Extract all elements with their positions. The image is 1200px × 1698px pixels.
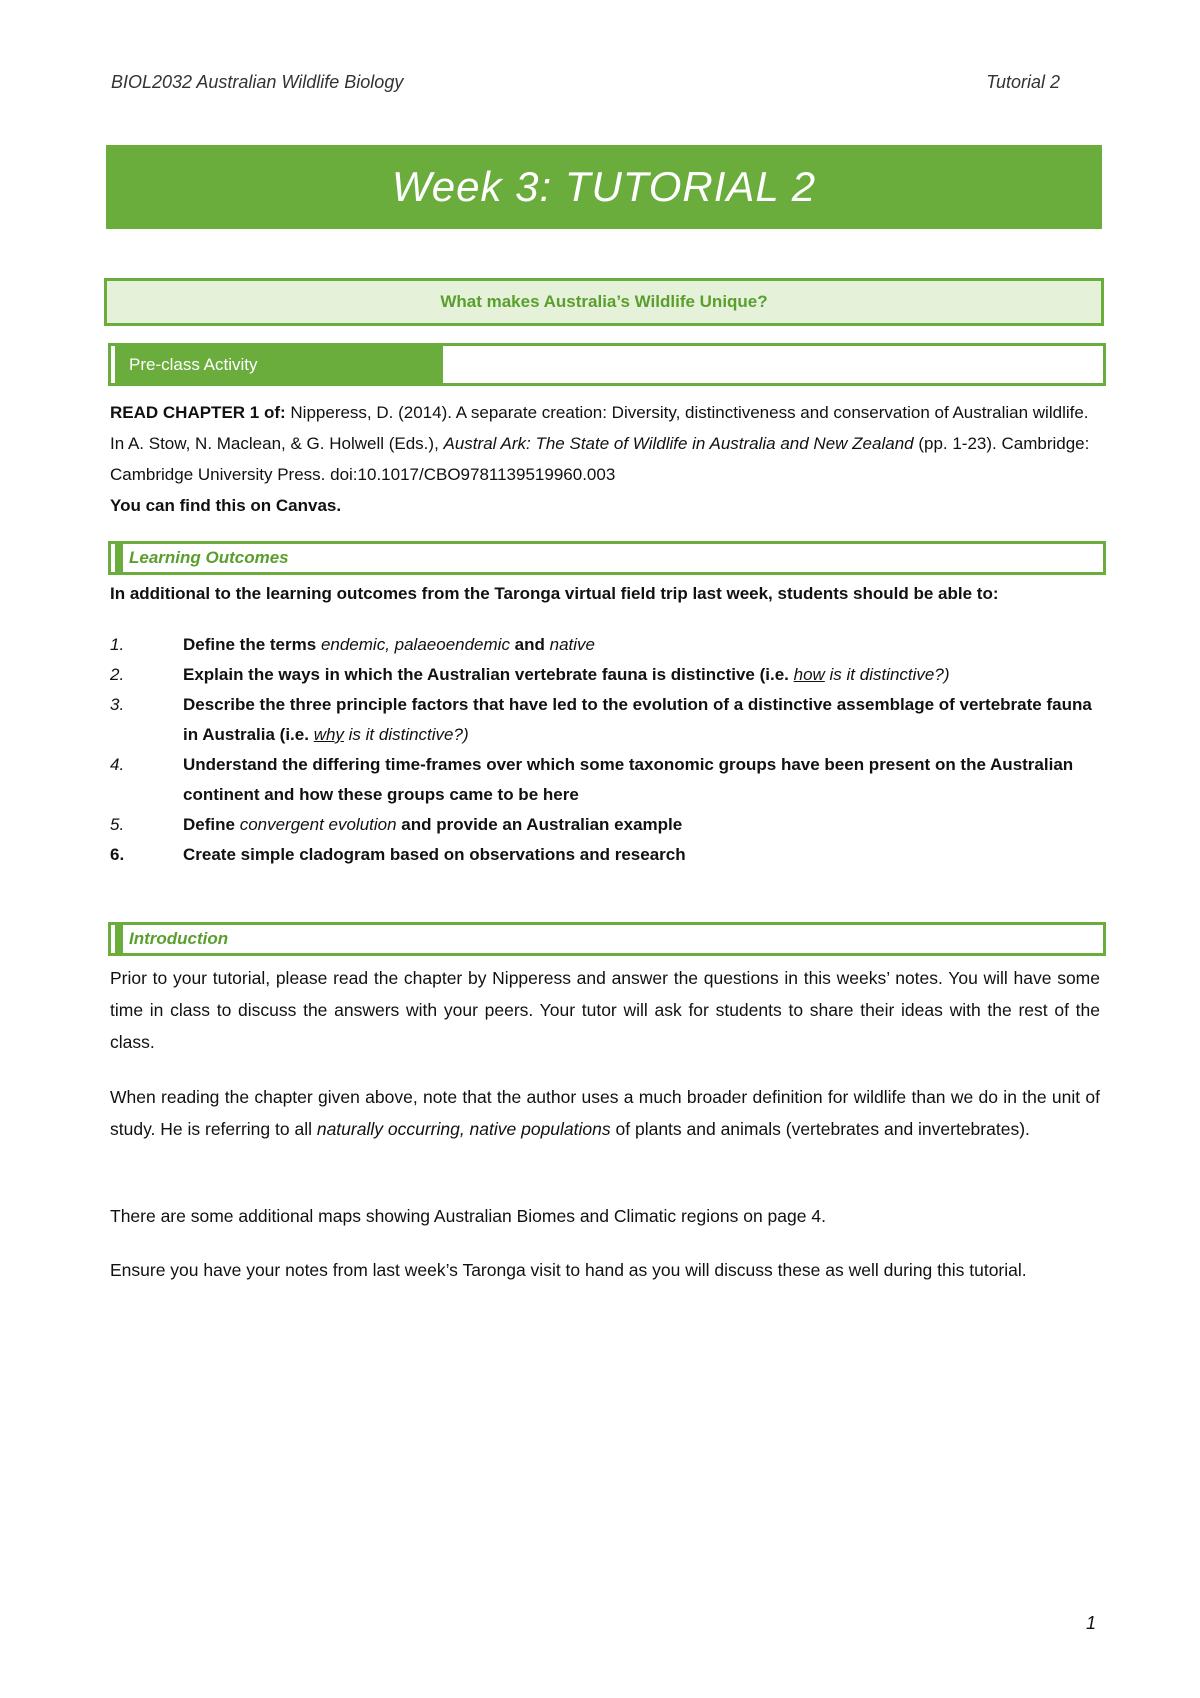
- page-number: 1: [1085, 1613, 1096, 1633]
- intro-paragraph-2: [110, 1081, 1100, 1145]
- item-italic: is it distinctive?: [343, 725, 463, 744]
- item-underline: how: [793, 665, 825, 684]
- item-text: and: [509, 635, 550, 654]
- item-italic: is it distinctive?: [824, 665, 944, 684]
- section-bar: [115, 925, 123, 953]
- item-text: Define the terms: [183, 635, 321, 654]
- item-number: 5.: [110, 815, 125, 834]
- ref-part1: Nipperess, D. (2014). A separate creation: Diversity, distinctiveness and conservation of Australian wildlife. In A. Stow, N. Maclean, & G. Holwell (Eds.),: [110, 403, 1089, 453]
- section-preclass: [108, 343, 1106, 386]
- list-item: [110, 750, 1110, 810]
- list-item: [110, 630, 1110, 660]
- item-italic: endemic, palaeoendemic: [320, 635, 510, 654]
- item-text: Define: [183, 815, 240, 834]
- running-header-course: BIOL2032 Australian Wildlife Biology: [111, 72, 404, 92]
- section-introduction: [108, 922, 1106, 956]
- intro-paragraph-3: There are some additional maps showing Australian Biomes and Climatic regions on page 4.: [110, 1206, 826, 1226]
- list-item: [110, 690, 1110, 750]
- running-header-doc: Tutorial 2: [986, 72, 1060, 92]
- section-label: Learning Outcomes: [129, 548, 289, 567]
- outcomes-intro: In additional to the learning outcomes from the Taronga virtual field trip last week, students should be able to:: [110, 584, 999, 603]
- reading-reference: [110, 397, 1100, 521]
- canvas-note: You can find this on Canvas.: [110, 496, 342, 515]
- para-text: When reading the chapter given above, note that the author uses a much broader definition for wildlife than we do in the unit of study. He is referring to all: [110, 1087, 1100, 1139]
- para-italic: naturally occurring, native populations: [316, 1119, 611, 1139]
- item-text: Understand the differing time-frames over which some taxonomic groups have been present on the Australian continent and how these groups came to be here: [183, 755, 1074, 804]
- subtitle: What makes Australia’s Wildlife Unique?: [440, 292, 768, 311]
- ref-title: Austral Ark: The State of Wildlife in Australia and New Zealand: [443, 434, 914, 453]
- subtitle-box: [104, 278, 1104, 326]
- ref-part2: (pp. 1-23). Cambridge: Cambridge University Press. doi:10.1017/CBO9781139519960.003: [110, 434, 1090, 484]
- item-number: 1.: [110, 635, 125, 654]
- ref-lead: READ CHAPTER 1 of:: [110, 403, 286, 422]
- outcomes-list: [110, 630, 1110, 870]
- section-bar: [115, 346, 123, 383]
- section-bar: [115, 544, 123, 572]
- item-italic: convergent evolution: [239, 815, 397, 834]
- item-italic: native: [549, 635, 595, 654]
- item-text: Explain the ways in which the Australian vertebrate fauna is distinctive (i.e.: [183, 665, 794, 684]
- list-item: [110, 660, 1110, 690]
- item-number: 4.: [110, 755, 125, 774]
- list-item: [110, 840, 1110, 870]
- para-text: of plants and animals (vertebrates and invertebrates).: [610, 1119, 1030, 1139]
- section-label: Pre-class Activity: [129, 354, 258, 374]
- list-item: [110, 810, 1110, 840]
- item-text: ): [462, 725, 469, 744]
- intro-paragraph-4: Ensure you have your notes from last week’s Taronga visit to hand as you will discuss these as well during this tutorial.: [110, 1260, 1027, 1280]
- page-title: Week 3: TUTORIAL 2: [391, 163, 817, 210]
- section-learning-outcomes: [108, 541, 1106, 575]
- item-number: 3.: [110, 695, 125, 714]
- item-number: 2.: [110, 665, 125, 684]
- item-text: Create simple cladogram based on observations and research: [183, 845, 686, 864]
- item-underline: why: [313, 725, 344, 744]
- item-text: Describe the three principle factors that have led to the evolution of a distinctive assemblage of vertebrate fauna in Australia (i.e.: [183, 695, 1092, 744]
- item-text: and provide an Australian example: [396, 815, 683, 834]
- item-number: 6.: [110, 845, 125, 864]
- item-text: ): [943, 665, 950, 684]
- intro-paragraph-1: Prior to your tutorial, please read the chapter by Nipperess and answer the questions in this weeks’ notes. You will have some time in class to discuss the answers with your peers. Your tutor will ask for students to share their ideas with the rest of the class.: [110, 968, 1100, 1052]
- section-label: Introduction: [129, 929, 229, 948]
- page-title-banner: [106, 145, 1102, 229]
